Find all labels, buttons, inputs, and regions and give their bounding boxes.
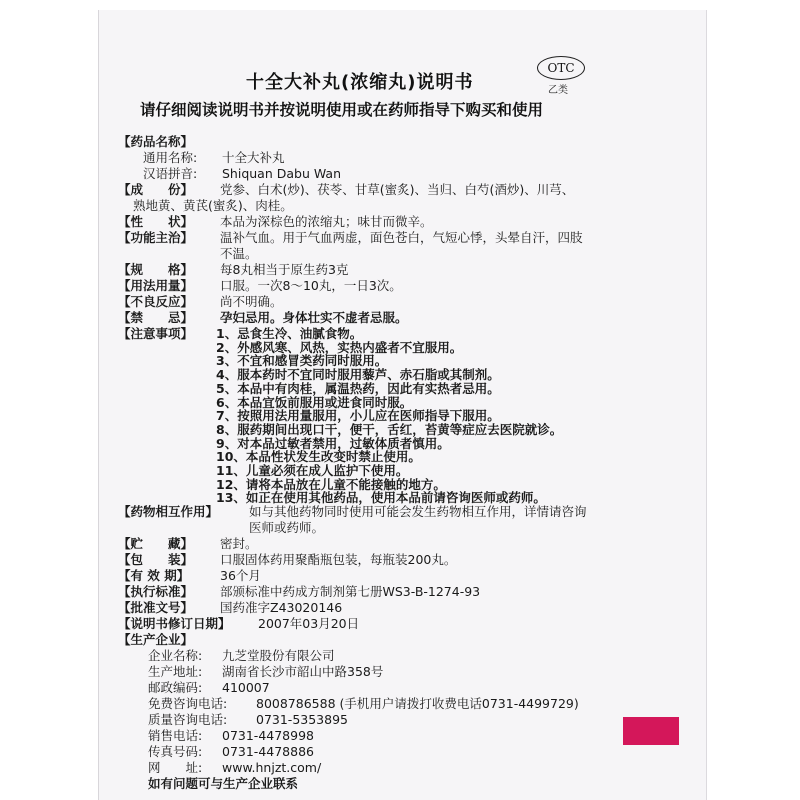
quality-phone-value: 0731-5353895 <box>256 712 348 727</box>
indications-line-2: 不温。 <box>220 246 258 261</box>
spec-label: 【规 格】 <box>118 262 194 277</box>
usage-value: 口服。一次8～10丸，一日3次。 <box>220 278 402 293</box>
indications-line-1: 温补气血。用于气血两虚，面色苍白，气短心悸，头晕自汗，四肢 <box>220 230 583 245</box>
properties-label: 【性 状】 <box>118 214 194 229</box>
revision-date-label: 【说明书修订日期】 <box>118 616 231 631</box>
address-value: 湖南省长沙市韶山中路358号 <box>222 664 384 679</box>
leaflet-subtitle: 请仔细阅读说明书并按说明使用或在药师指导下购买和使用 <box>140 101 544 119</box>
precaution-item: 8、服药期间出现口干，便干，舌红，苔黄等症应去医院就诊。 <box>216 421 563 437</box>
generic-name-value: 十全大补丸 <box>222 150 285 165</box>
hotline-label: 免费咨询电话: <box>148 696 228 711</box>
website-label: 网 址: <box>148 760 203 775</box>
standard-value: 部颁标准中药成方制剂第七册WS3-B-1274-93 <box>220 584 481 599</box>
properties-value: 本品为深棕色的浓缩丸；味甘而微辛。 <box>220 214 433 229</box>
precaution-item: 4、服本药时不宜同时服用藜芦、赤石脂或其制剂。 <box>216 367 500 383</box>
approval-value: 国药准字Z43020146 <box>220 600 343 615</box>
package-label: 【包 装】 <box>118 552 194 567</box>
usage-label: 【用法用量】 <box>118 278 194 293</box>
otc-class-label: 乙类 <box>548 85 568 96</box>
storage-value: 密封。 <box>220 536 258 551</box>
precaution-item: 10、本品性状发生改变时禁止使用。 <box>216 449 421 465</box>
generic-name-label: 通用名称: <box>143 150 198 165</box>
precaution-item: 5、本品中有肉桂，属温热药，因此有实热者忌用。 <box>216 380 500 396</box>
company-name-label: 企业名称: <box>148 648 203 663</box>
ingredients-line-1: 党参、白术(炒)、茯苓、甘草(蜜炙)、当归、白芍(酒炒)、川芎、 <box>220 182 575 197</box>
pinyin-label: 汉语拼音: <box>143 166 198 181</box>
fax-label: 传真号码: <box>148 744 203 759</box>
fax-value: 0731-4478886 <box>222 744 314 759</box>
storage-label: 【贮 藏】 <box>118 536 194 551</box>
address-label: 生产地址: <box>148 664 203 679</box>
precaution-item: 7、按照用法用量服用，小儿应在医师指导下服用。 <box>216 408 500 424</box>
precautions-label: 【注意事项】 <box>118 326 194 341</box>
website-link[interactable]: www.hnjzt.com/ <box>222 760 322 775</box>
quality-phone-label: 质量咨询电话: <box>148 712 228 727</box>
ingredients-line-2: 熟地黄、黄芪(蜜炙)、肉桂。 <box>133 198 293 213</box>
manufacturer-label: 【生产企业】 <box>118 632 194 647</box>
approval-label: 【批准文号】 <box>118 600 194 615</box>
ingredients-label: 【成 份】 <box>118 182 194 197</box>
standard-label: 【执行标准】 <box>118 584 194 599</box>
validity-value: 36个月 <box>220 568 261 583</box>
leaflet-title: 十全大补丸(浓缩丸)说明书 <box>246 72 474 93</box>
interaction-line-1: 如与其他药物同时使用可能会发生药物相互作用，详情请咨询 <box>249 504 587 519</box>
precaution-item: 13、如正在使用其他药品，使用本品前请咨询医师或药师。 <box>216 490 546 506</box>
precaution-item: 3、不宜和感冒类药同时服用。 <box>216 353 388 369</box>
contraindications-value: 孕妇忌用。身体壮实不虚者忌服。 <box>220 310 408 325</box>
color-mark <box>623 717 679 745</box>
package-value: 口服固体药用聚酯瓶包装，每瓶装200丸。 <box>220 552 457 567</box>
sales-phone-label: 销售电话: <box>148 728 203 743</box>
interaction-label: 【药物相互作用】 <box>118 504 219 519</box>
precaution-item: 12、请将本品放在儿童不能接触的地方。 <box>216 476 446 492</box>
precaution-item: 6、本品宜饭前服用或进食同时服。 <box>216 394 413 410</box>
adverse-value: 尚不明确。 <box>220 294 283 309</box>
drug-name-label: 【药品名称】 <box>118 134 194 149</box>
pinyin-value: Shiquan Dabu Wan <box>222 166 342 181</box>
adverse-label: 【不良反应】 <box>118 294 194 309</box>
otc-badge: OTC <box>537 56 585 80</box>
spec-value: 每8丸相当于原生药3克 <box>220 262 349 277</box>
validity-label: 【有 效 期】 <box>118 568 190 583</box>
indications-label: 【功能主治】 <box>118 230 194 245</box>
sales-phone-value: 0731-4478998 <box>222 728 314 743</box>
precaution-item: 2、外感风寒、风热，实热内盛者不宜服用。 <box>216 339 463 355</box>
postal-code-label: 邮政编码: <box>148 680 203 695</box>
company-name-value: 九芝堂股份有限公司 <box>222 648 335 663</box>
hotline-value: 8008786588 (手机用户请拨打收费电话0731-4499729) <box>256 696 579 711</box>
interaction-line-2: 医师或药师。 <box>249 520 325 535</box>
postal-code-value: 410007 <box>222 680 270 695</box>
precaution-item: 1、忌食生冷、油腻食物。 <box>216 326 363 341</box>
revision-date-value: 2007年03月20日 <box>258 616 360 631</box>
precaution-item: 11、儿童必须在成人监护下使用。 <box>216 463 409 478</box>
contact-manufacturer-note: 如有问题可与生产企业联系 <box>148 776 299 791</box>
contraindications-label: 【禁 忌】 <box>118 310 194 325</box>
precaution-item: 9、对本品过敏者禁用，过敏体质者慎用。 <box>216 435 450 451</box>
